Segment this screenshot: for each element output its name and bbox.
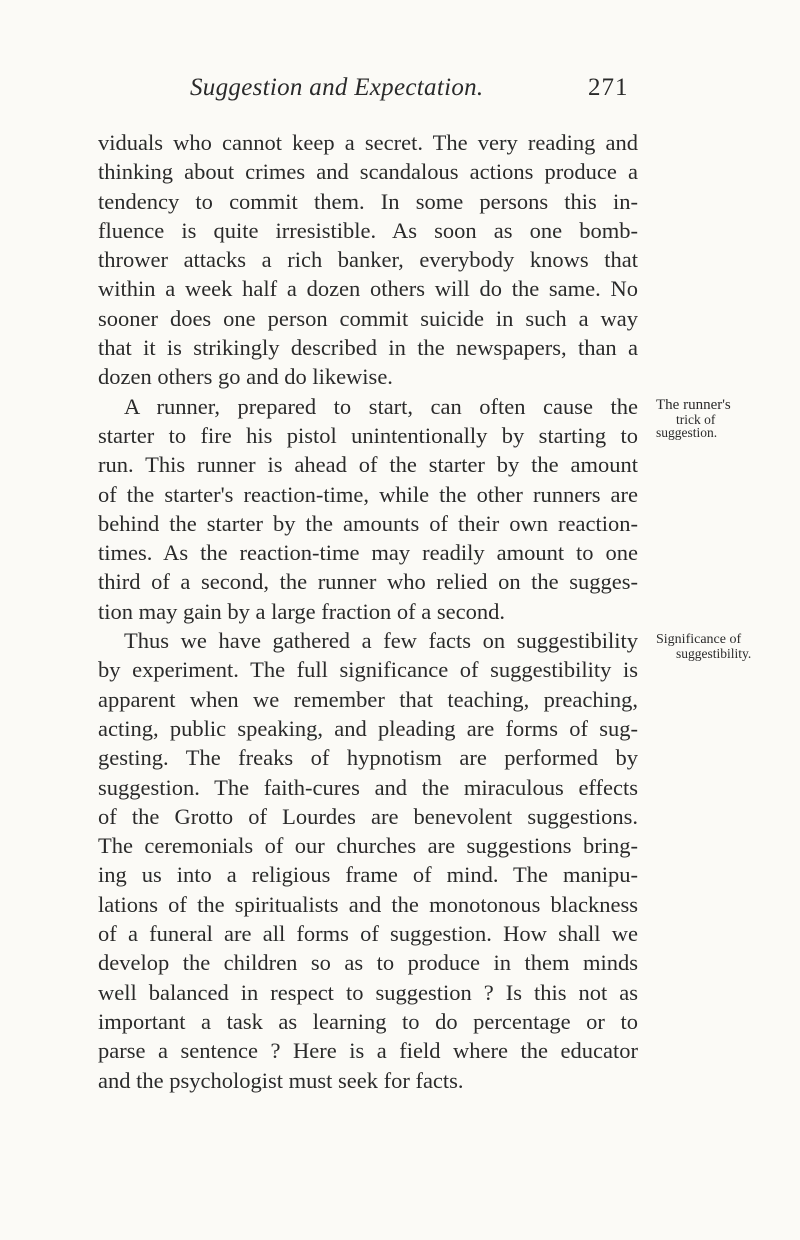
text-line: parse a sentence ? Here is a field where the educator — [98, 1038, 638, 1064]
margin-note-line: suggestibility. — [676, 646, 752, 661]
text-line: ing us into a religious frame of mind. The manipu- — [98, 862, 638, 888]
running-head — [148, 74, 648, 114]
text-line: apparent when we remember that teaching, preaching, — [98, 686, 638, 712]
text-line: lations of the spiritualists and the monotonous blackness — [98, 891, 638, 917]
margin-note-line: suggestion. — [656, 425, 718, 440]
text-line: of the Grotto of Lourdes are benevolent suggestions. — [98, 803, 638, 829]
margin-note-line: trick of — [676, 412, 716, 427]
text-line: acting, public speaking, and pleading are forms of sug- — [98, 715, 638, 741]
text-line: suggestion. The faith-cures and the miraculous effects — [98, 774, 638, 800]
text-line: of a funeral are all forms of suggestion. How shall we — [98, 921, 638, 947]
margin-note-line: Significance of — [656, 632, 742, 647]
page-number: 271 — [588, 74, 629, 101]
margin-note-runners-trick — [656, 398, 796, 439]
text-line: A runner, prepared to start, can often cause the — [124, 393, 638, 419]
text-line: fluence is quite irresistible. As soon as one bomb- — [98, 217, 638, 243]
text-line: Thus we have gathered a few facts on suggestibility — [124, 628, 638, 654]
text-line: third of a second, the runner who relied on the sugges- — [98, 569, 638, 595]
text-line: that it is strikingly described in the newspapers, than a — [98, 335, 638, 361]
text-line: gesting. The freaks of hypnotism are performed by — [98, 745, 638, 771]
text-line: tendency to commit them. In some persons this in- — [98, 188, 638, 214]
text-line: important a task as learning to do percentage or to — [98, 1008, 638, 1034]
text-line: sooner does one person commit suicide in such a way — [98, 305, 638, 331]
text-line: develop the children so as to produce in them minds — [98, 950, 638, 976]
margin-note-line: The runner's — [656, 397, 731, 413]
text-line: starter to fire his pistol unintentionally by starting to — [98, 422, 638, 448]
body-text — [98, 128, 638, 1095]
text-line: by experiment. The full significance of suggestibility is — [98, 657, 638, 683]
text-line: well balanced in respect to suggestion ? Is this not as — [98, 979, 638, 1005]
text-line: The ceremonials of our churches are suggestions bring- — [98, 833, 638, 859]
text-line: dozen others go and do likewise. — [98, 364, 393, 390]
text-line: viduals who cannot keep a secret. The very reading and — [98, 130, 638, 155]
margin-note-significance — [656, 632, 796, 660]
text-line: run. This runner is ahead of the starter by the amount — [98, 452, 638, 478]
text-line: of the starter's reaction-time, while the other runners are — [98, 481, 638, 507]
text-line: within a week half a dozen others will do the same. No — [98, 276, 638, 302]
running-title: Suggestion and Expectation. — [190, 74, 484, 101]
text-line: behind the starter by the amounts of their own reaction- — [98, 510, 638, 536]
text-line: and the psychologist must seek for facts. — [98, 1067, 464, 1093]
text-line: thrower attacks a rich banker, everybody knows that — [98, 247, 638, 273]
text-line: thinking about crimes and scandalous actions produce a — [98, 159, 638, 185]
text-line: times. As the reaction-time may readily amount to one — [98, 540, 638, 566]
text-line: tion may gain by a large fraction of a second. — [98, 598, 505, 624]
